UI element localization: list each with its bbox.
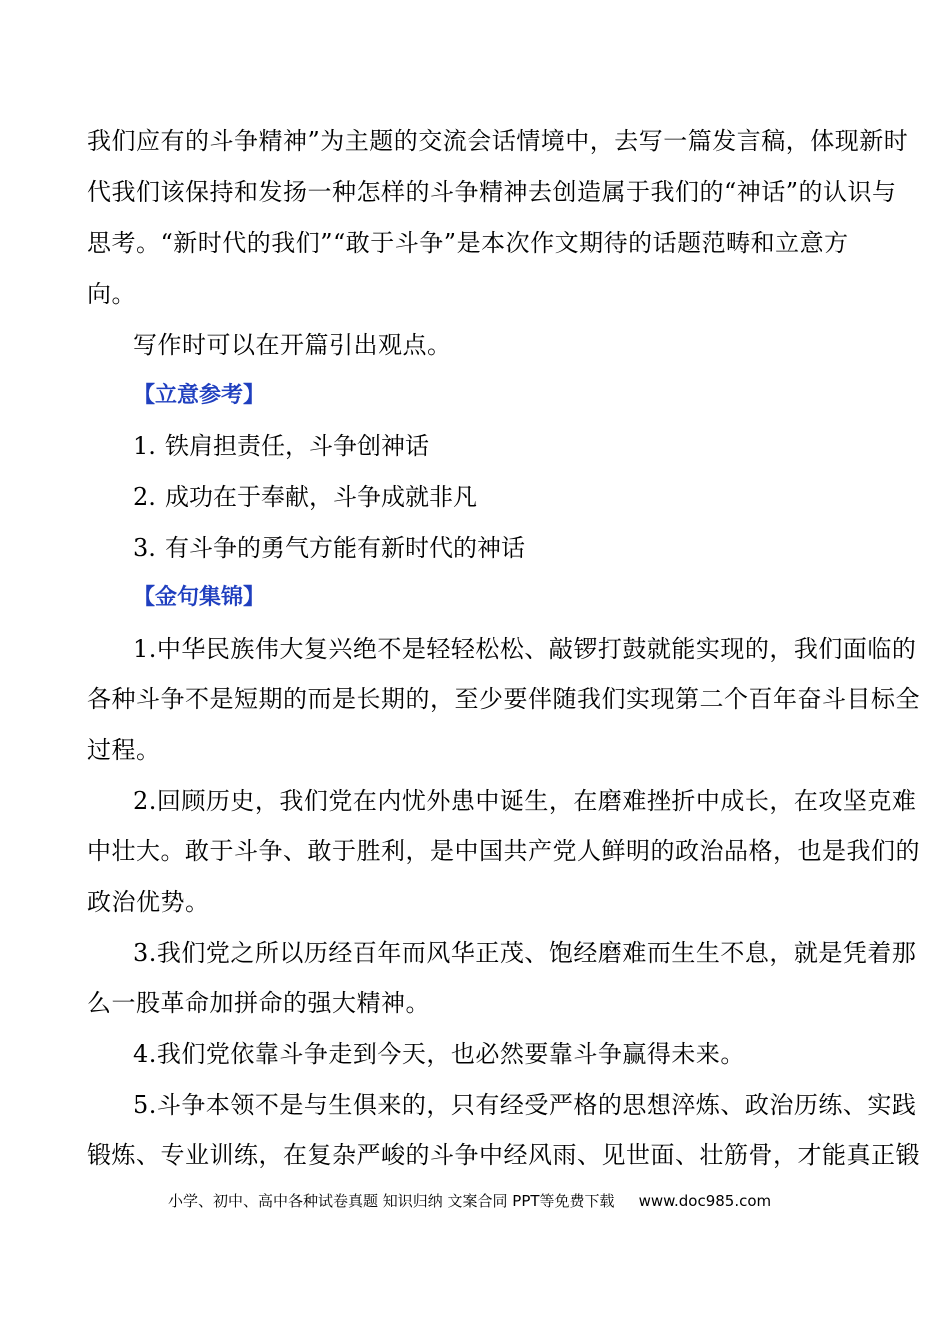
sentence-1-line-3: 过程。 — [87, 736, 161, 764]
intro-line-1: 我们应有的斗争精神”为主题的交流会话情境中，去写一篇发言稿，体现新时 — [87, 127, 909, 155]
sentence-3-line-1: 3.我们党之所以历经百年而风华正茂、饱经磨难而生生不息，就是凭着那 — [133, 939, 917, 967]
theme-item-number: 3. — [133, 534, 156, 562]
sentence-1-line-1: 1.中华民族伟大复兴绝不是轻轻松松、敲锣打鼓就能实现的，我们面临的 — [133, 635, 917, 663]
theme-item-text: 有斗争的勇气方能有新时代的神话 — [165, 534, 525, 562]
intro-line-2: 代我们该保持和发扬一种怎样的斗争精神去创造属于我们的“神话”的认识与 — [87, 178, 897, 206]
sentence-2-line-3: 政治优势。 — [87, 888, 210, 916]
sentence-1-line-2: 各种斗争不是短期的而是长期的，至少要伴随我们实现第二个百年奋斗目标全 — [87, 685, 920, 713]
sentence-5-line-2: 锻炼、专业训练，在复杂严峻的斗争中经风雨、见世面、壮筋骨，才能真正锻 — [87, 1141, 920, 1169]
theme-item-3 — [133, 533, 525, 563]
theme-item-number: 1. — [133, 432, 156, 460]
theme-item-2 — [133, 482, 477, 512]
sentence-5-line-1: 5.斗争本领不是与生俱来的，只有经受严格的思想淬炼、政治历练、实践 — [133, 1091, 917, 1119]
theme-item-number: 2. — [133, 483, 156, 511]
intro-line-3: 思考。“新时代的我们”“敢于斗争”是本次作文期待的话题范畴和立意方 — [87, 229, 849, 257]
page-footer — [168, 1190, 771, 1212]
theme-reference-heading: 【立意参考】 — [133, 383, 266, 408]
theme-item-text: 铁肩担责任，斗争创神话 — [165, 432, 429, 460]
sentence-2-line-2: 中壮大。敢于斗争、敢于胜利，是中国共产党人鲜明的政治品格，也是我们的 — [87, 837, 920, 865]
golden-sentences-heading: 【金句集锦】 — [133, 585, 266, 610]
sentence-3-line-2: 么一股革命加拼命的强大精神。 — [87, 989, 430, 1017]
sentence-2-line-1: 2.回顾历史，我们党在内忧外患中诞生，在磨难挫折中成长，在攻坚克难 — [133, 787, 917, 815]
theme-item-1 — [133, 431, 429, 461]
writing-tip: 写作时可以在开篇引出观点。 — [133, 331, 452, 359]
sentence-4-line-1: 4.我们党依靠斗争走到今天，也必然要靠斗争赢得未来。 — [133, 1040, 745, 1068]
intro-line-4: 向。 — [87, 280, 136, 308]
footer-text: 小学、初中、高中各种试卷真题 知识归纳 文案合同 PPT等免费下载 — [168, 1192, 615, 1210]
theme-item-text: 成功在于奉献，斗争成就非凡 — [165, 483, 477, 511]
footer-site-link[interactable]: www.doc985.com — [638, 1192, 772, 1210]
